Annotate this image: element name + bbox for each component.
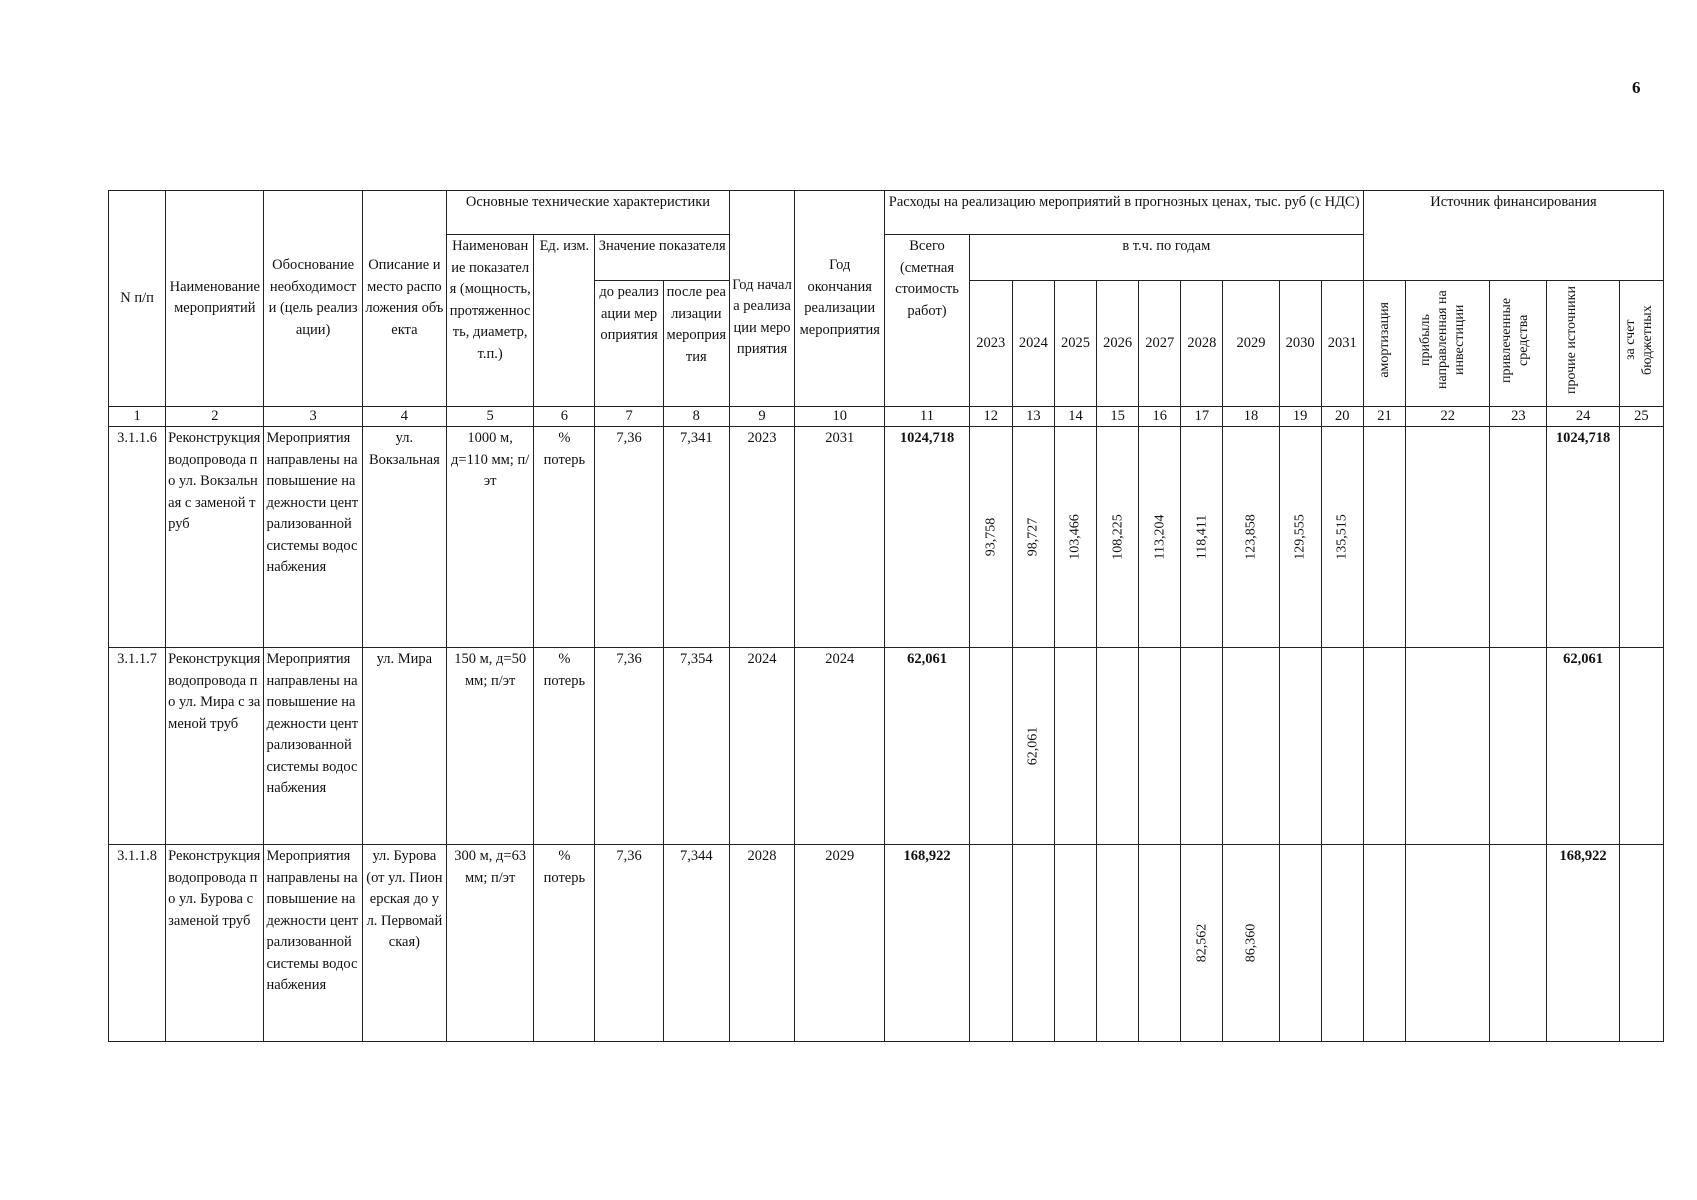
row-funding-attracted xyxy=(1490,427,1547,648)
row-before: 7,36 xyxy=(595,648,663,845)
col-number: 17 xyxy=(1181,406,1223,426)
col-funding-amortization: амортизация xyxy=(1363,281,1405,407)
row-funding-budget xyxy=(1619,427,1663,648)
row-funding-attracted xyxy=(1490,648,1547,845)
row-funding-profit xyxy=(1406,648,1490,845)
year-value: 98,727 xyxy=(1025,517,1041,557)
col-number: 2 xyxy=(166,406,264,426)
col-number: 16 xyxy=(1139,406,1181,426)
row-before: 7,36 xyxy=(595,427,663,648)
col-year-2028: 2028 xyxy=(1181,281,1223,407)
row-number: 3.1.1.6 xyxy=(109,427,166,648)
col-number: 8 xyxy=(663,406,729,426)
row-funding-budget xyxy=(1619,648,1663,845)
row-justification: Мероприятия направлены на повышение надежности централизованной системы водоснабжения xyxy=(264,648,362,845)
row-funding-profit xyxy=(1406,845,1490,1042)
col-unit: Ед. изм. xyxy=(534,235,595,407)
col-number: 1 xyxy=(109,406,166,426)
row-funding-other: 1024,718 xyxy=(1547,427,1619,648)
col-number: 6 xyxy=(534,406,595,426)
row-number: 3.1.1.8 xyxy=(109,845,166,1042)
investment-program-table xyxy=(108,190,1664,1042)
row-description: ул. Бурова (от ул. Пионерская до ул. Первомайская) xyxy=(362,845,446,1042)
col-number: 15 xyxy=(1097,406,1139,426)
group-funding: Источник финансирования xyxy=(1363,191,1663,281)
col-number: 14 xyxy=(1054,406,1096,426)
row-year-2026 xyxy=(1097,427,1139,648)
col-number: 22 xyxy=(1406,406,1490,426)
row-name: Реконструкция водопровода по ул. Мира с заменой труб xyxy=(166,648,264,845)
row-after: 7,354 xyxy=(663,648,729,845)
col-year-2023: 2023 xyxy=(969,281,1012,407)
row-year-2031 xyxy=(1321,648,1363,845)
row-year-2023 xyxy=(969,648,1012,845)
col-funding-other: прочие источники xyxy=(1547,281,1619,407)
row-total: 168,922 xyxy=(885,845,969,1042)
row-year-2025 xyxy=(1054,427,1096,648)
col-name: Наименование мероприятий xyxy=(166,191,264,407)
row-funding-amortization xyxy=(1363,648,1405,845)
row-year-2026 xyxy=(1097,845,1139,1042)
row-funding-other: 168,922 xyxy=(1547,845,1619,1042)
year-value: 103,466 xyxy=(1067,514,1083,560)
row-indicator: 150 м, д=50 мм; п/эт xyxy=(447,648,534,845)
col-funding-budget: за счет бюджетных xyxy=(1619,281,1663,407)
row-funding-amortization xyxy=(1363,427,1405,648)
row-after: 7,341 xyxy=(663,427,729,648)
col-number: 25 xyxy=(1619,406,1663,426)
row-year-2028 xyxy=(1181,648,1223,845)
row-indicator: 1000 м, д=110 мм; п/эт xyxy=(447,427,534,648)
row-year-2030 xyxy=(1279,648,1321,845)
row-description: ул. Мира xyxy=(362,648,446,845)
table-row xyxy=(109,648,1664,845)
row-after: 7,344 xyxy=(663,845,729,1042)
table-row xyxy=(109,845,1664,1042)
col-total: Всего (сметная стоимость работ) xyxy=(885,235,969,407)
col-number: 12 xyxy=(969,406,1012,426)
row-year-2029 xyxy=(1223,648,1279,845)
col-number: 21 xyxy=(1363,406,1405,426)
row-unit: % потерь xyxy=(534,845,595,1042)
row-total: 62,061 xyxy=(885,648,969,845)
row-year-2023 xyxy=(969,427,1012,648)
col-number: 23 xyxy=(1490,406,1547,426)
col-justification: Обоснование необходимости (цель реализации) xyxy=(264,191,362,407)
row-name: Реконструкция водопровода по ул. Вокзальная с заменой труб xyxy=(166,427,264,648)
col-after: после реализации мероприятия xyxy=(663,281,729,407)
col-start-year: Год начала реализации мероприятия xyxy=(729,191,794,407)
row-year-2023 xyxy=(969,845,1012,1042)
col-number: 3 xyxy=(264,406,362,426)
col-description: Описание и место расположения объекта xyxy=(362,191,446,407)
col-year-2027: 2027 xyxy=(1139,281,1181,407)
col-year-2029: 2029 xyxy=(1223,281,1279,407)
group-costs: Расходы на реализацию мероприятий в прогнозных ценах, тыс. руб (с НДС) xyxy=(885,191,1364,235)
row-funding-attracted xyxy=(1490,845,1547,1042)
page-number: 6 xyxy=(1632,78,1641,97)
col-year-2026: 2026 xyxy=(1097,281,1139,407)
col-number: 19 xyxy=(1279,406,1321,426)
row-year-2029 xyxy=(1223,845,1279,1042)
row-description: ул. Вокзальная xyxy=(362,427,446,648)
year-value: 118,411 xyxy=(1194,514,1210,560)
col-funding-attracted: привлеченные средства xyxy=(1490,281,1547,407)
row-year-2028 xyxy=(1181,845,1223,1042)
year-value: 86,360 xyxy=(1243,923,1259,963)
row-year-2030 xyxy=(1279,427,1321,648)
col-number: 24 xyxy=(1547,406,1619,426)
year-value: 82,562 xyxy=(1194,923,1210,963)
col-number: 13 xyxy=(1012,406,1054,426)
col-year-2031: 2031 xyxy=(1321,281,1363,407)
col-number: 18 xyxy=(1223,406,1279,426)
row-funding-other: 62,061 xyxy=(1547,648,1619,845)
row-year-2026 xyxy=(1097,648,1139,845)
col-year-2030: 2030 xyxy=(1279,281,1321,407)
col-number: 5 xyxy=(447,406,534,426)
table-row xyxy=(109,427,1664,648)
row-year-2027 xyxy=(1139,845,1181,1042)
row-year-2025 xyxy=(1054,648,1096,845)
row-total: 1024,718 xyxy=(885,427,969,648)
year-value: 93,758 xyxy=(982,517,998,557)
col-indicator-name: Наименование показателя (мощность, протяженность, диаметр, т.п.) xyxy=(447,235,534,407)
row-end-year: 2031 xyxy=(795,427,885,648)
row-end-year: 2029 xyxy=(795,845,885,1042)
row-year-2027 xyxy=(1139,648,1181,845)
col-number: 7 xyxy=(595,406,663,426)
row-start-year: 2023 xyxy=(729,427,794,648)
row-indicator: 300 м, д=63 мм; п/эт xyxy=(447,845,534,1042)
row-unit: % потерь xyxy=(534,427,595,648)
row-year-2024 xyxy=(1012,427,1054,648)
row-end-year: 2024 xyxy=(795,648,885,845)
row-year-2024 xyxy=(1012,648,1054,845)
row-unit: % потерь xyxy=(534,648,595,845)
col-before: до реализации мероприятия xyxy=(595,281,663,407)
group-by-years: в т.ч. по годам xyxy=(969,235,1363,281)
row-name: Реконструкция водопровода по ул. Бурова с заменой труб xyxy=(166,845,264,1042)
row-funding-profit xyxy=(1406,427,1490,648)
year-value: 129,555 xyxy=(1292,514,1308,560)
col-n-pp: N п/п xyxy=(109,191,166,407)
col-end-year: Год окончания реализации мероприятия xyxy=(795,191,885,407)
col-funding-profit: прибыль направленная на инвестиции xyxy=(1406,281,1490,407)
row-year-2031 xyxy=(1321,427,1363,648)
col-number: 4 xyxy=(362,406,446,426)
year-value: 123,858 xyxy=(1243,514,1259,560)
row-funding-budget xyxy=(1619,845,1663,1042)
group-tech-characteristics: Основные технические характеристики xyxy=(447,191,730,235)
col-number: 10 xyxy=(795,406,885,426)
row-year-2031 xyxy=(1321,845,1363,1042)
year-value: 62,061 xyxy=(1025,726,1041,766)
group-indicator-value: Значение показателя xyxy=(595,235,729,281)
row-justification: Мероприятия направлены на повышение надежности централизованной системы водоснабжения xyxy=(264,427,362,648)
col-year-2025: 2025 xyxy=(1054,281,1096,407)
row-year-2024 xyxy=(1012,845,1054,1042)
year-value: 135,515 xyxy=(1334,514,1350,560)
row-year-2028 xyxy=(1181,427,1223,648)
row-year-2025 xyxy=(1054,845,1096,1042)
row-year-2030 xyxy=(1279,845,1321,1042)
row-start-year: 2024 xyxy=(729,648,794,845)
header-row-1 xyxy=(109,191,1664,235)
row-number: 3.1.1.7 xyxy=(109,648,166,845)
row-funding-amortization xyxy=(1363,845,1405,1042)
col-number: 9 xyxy=(729,406,794,426)
column-numbers-row xyxy=(109,406,1664,426)
row-year-2027 xyxy=(1139,427,1181,648)
col-year-2024: 2024 xyxy=(1012,281,1054,407)
col-number: 20 xyxy=(1321,406,1363,426)
col-number: 11 xyxy=(885,406,969,426)
row-year-2029 xyxy=(1223,427,1279,648)
row-justification: Мероприятия направлены на повышение надежности централизованной системы водоснабжения xyxy=(264,845,362,1042)
year-value: 108,225 xyxy=(1109,514,1125,560)
year-value: 113,204 xyxy=(1151,514,1167,560)
row-start-year: 2028 xyxy=(729,845,794,1042)
row-before: 7,36 xyxy=(595,845,663,1042)
